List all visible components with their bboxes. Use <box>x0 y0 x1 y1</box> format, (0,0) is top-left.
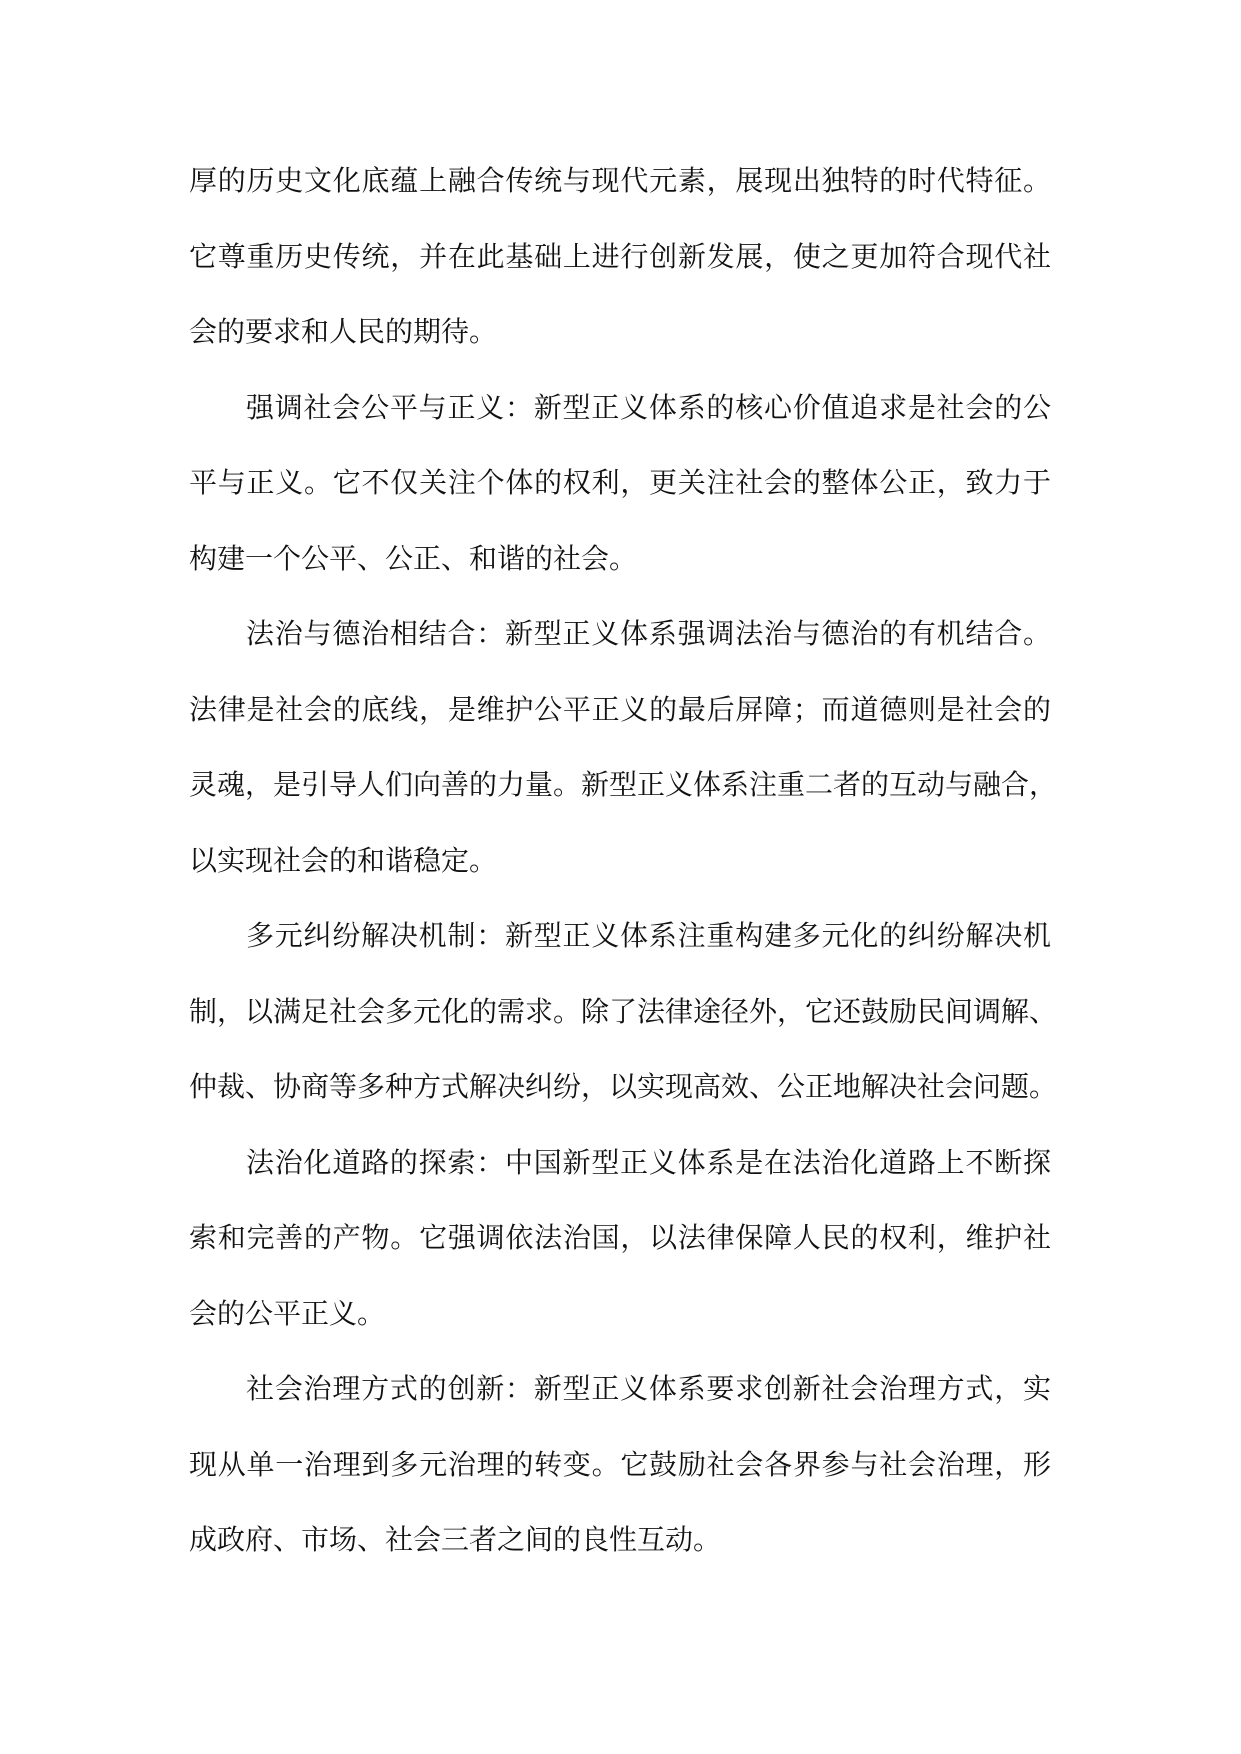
paragraph-1 <box>189 143 1051 370</box>
text-line: 法治与德治相结合：新型正义体系强调法治与德治的有机结合。 <box>246 617 1051 650</box>
paragraph-rule-of-law-and-virtue <box>189 596 1058 898</box>
text-line: 会的公平正义。 <box>189 1296 386 1330</box>
text-line: 法律是社会的底线，是维护公平正义的最后屏障；而道德则是社会的 <box>189 692 1051 726</box>
document-body <box>189 143 1058 1578</box>
text-line: 强调社会公平与正义：新型正义体系的核心价值追求是社会的公 <box>246 390 1051 424</box>
text-line: 仲裁、协商等多种方式解决纠纷，以实现高效、公正地解决社会问题。 <box>189 1070 1058 1103</box>
text-line: 平与正义。它不仅关注个体的权利，更关注社会的整体公正，致力于 <box>189 466 1051 499</box>
text-line: 构建一个公平、公正、和谐的社会。 <box>189 541 638 575</box>
text-line: 法治化道路的探索：中国新型正义体系是在法治化道路上不断探 <box>246 1145 1051 1179</box>
text-line: 成政府、市场、社会三者之间的良性互动。 <box>189 1523 722 1556</box>
text-line: 它尊重历史传统，并在此基础上进行创新发展，使之更加符合现代社 <box>189 239 1051 273</box>
text-line: 会的要求和人民的期待。 <box>189 315 498 348</box>
paragraph-dispute-resolution <box>189 898 1058 1125</box>
text-line: 以实现社会的和谐稳定。 <box>189 843 498 877</box>
text-line: 索和完善的产物。它强调依法治国，以法律保障人民的权利，维护社 <box>189 1221 1051 1254</box>
paragraph-rule-of-law-path <box>189 1125 1051 1352</box>
text-line: 现从单一治理到多元治理的转变。它鼓励社会各界参与社会治理，形 <box>189 1447 1051 1481</box>
text-line: 社会治理方式的创新：新型正义体系要求创新社会治理方式，实 <box>246 1372 1051 1405</box>
paragraph-social-fairness <box>189 370 1051 597</box>
text-line: 多元纠纷解决机制：新型正义体系注重构建多元化的纠纷解决机 <box>246 919 1051 952</box>
text-line: 制，以满足社会多元化的需求。除了法律途径外，它还鼓励民间调解、 <box>189 994 1058 1028</box>
text-line: 厚的历史文化底蕴上融合传统与现代元素，展现出独特的时代特征。 <box>189 164 1051 197</box>
paragraph-governance-innovation <box>189 1351 1051 1578</box>
text-line: 灵魂，是引导人们向善的力量。新型正义体系注重二者的互动与融合， <box>189 768 1058 801</box>
